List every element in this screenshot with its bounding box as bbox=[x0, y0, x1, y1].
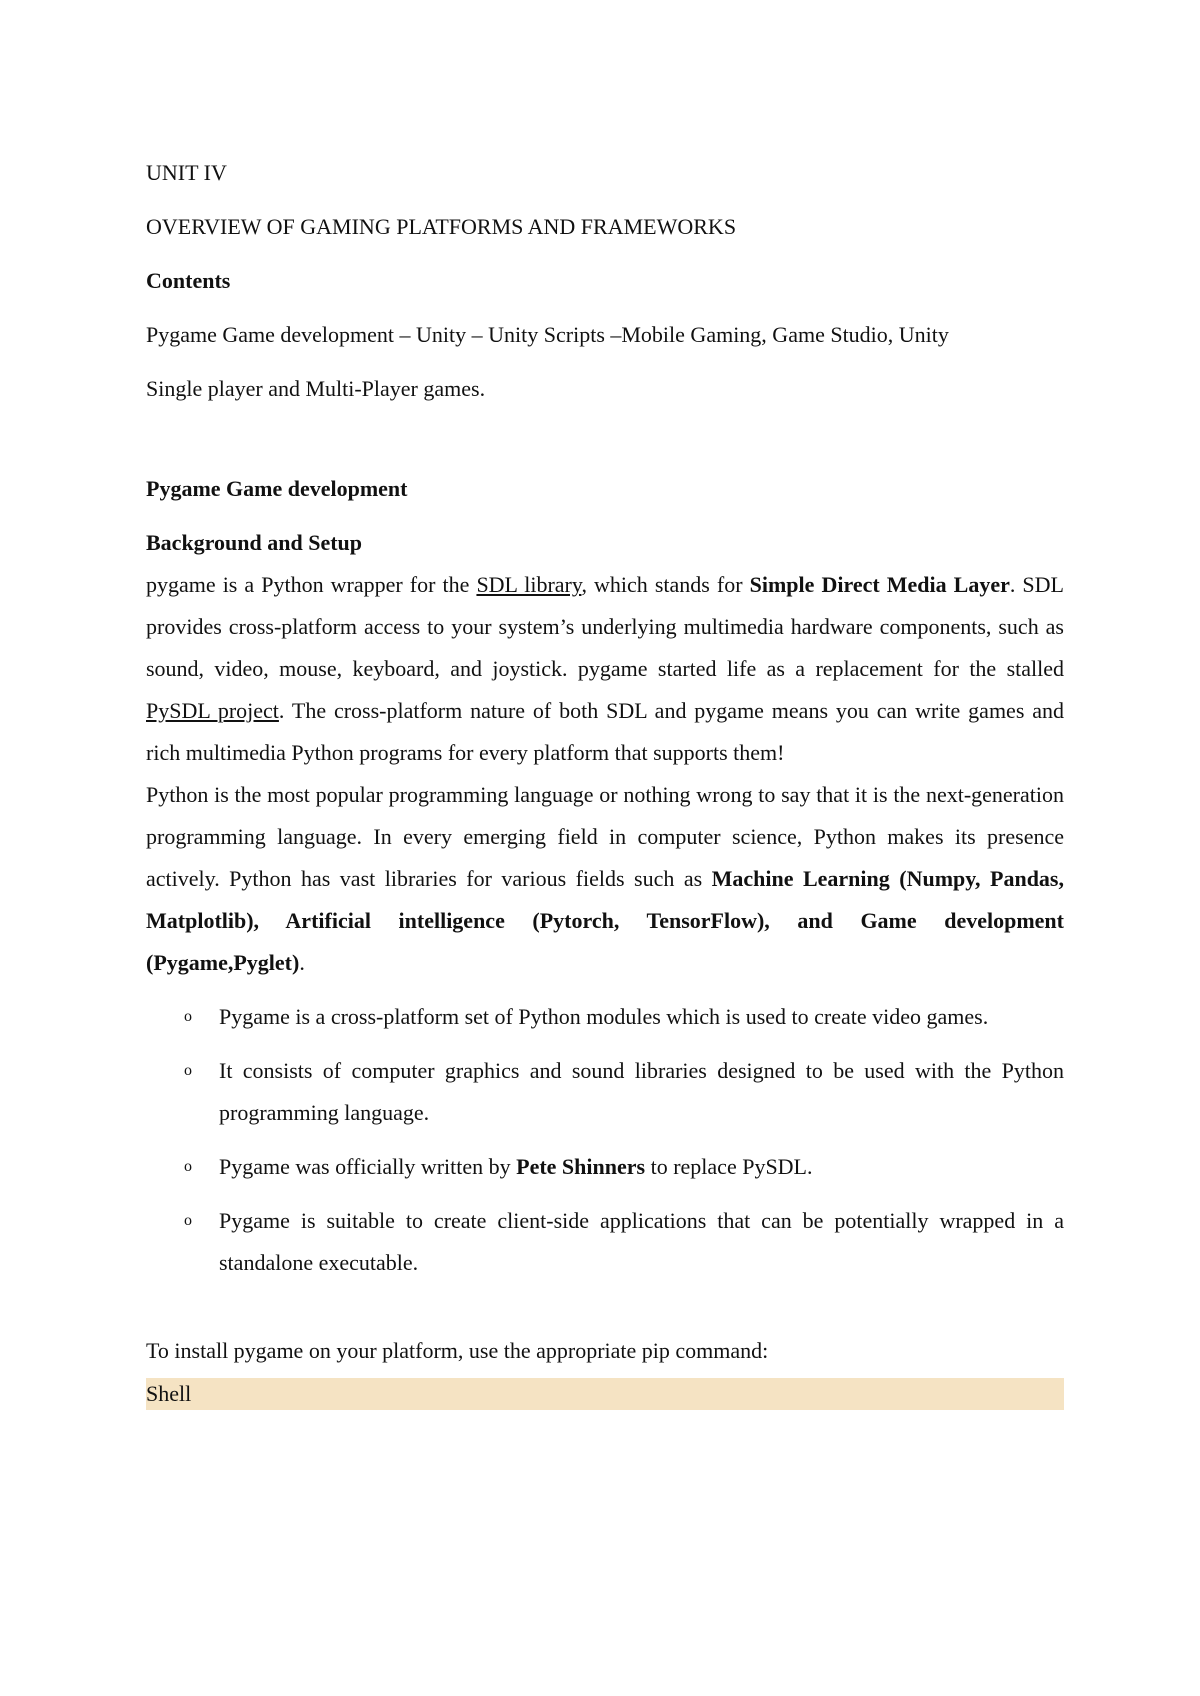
para1-text-3: . SDL provides cross-platform access to your system’s underlying multimedia hardware components, such as sound, video, mouse, keyboard, and joystick. pygame started life as a replacement for the stalled bbox=[146, 572, 1064, 681]
code-block-header bbox=[146, 1378, 1064, 1410]
document-page bbox=[146, 152, 1064, 1410]
list-item-text: Pygame is a cross-platform set of Python modules which is used to create video games. bbox=[219, 1004, 989, 1029]
para1-text-4: . The cross-platform nature of both SDL and pygame means you can write games and rich multimedia Python programs for every platform that supports them! bbox=[146, 698, 1064, 765]
list-item bbox=[146, 1200, 1064, 1284]
install-instruction: To install pygame on your platform, use the appropriate pip command: bbox=[146, 1338, 769, 1363]
contents-line-1: Pygame Game development – Unity – Unity Scripts –Mobile Gaming, Game Studio, Unity bbox=[146, 322, 949, 347]
bullet-marker: o bbox=[184, 1008, 192, 1025]
paragraph-python bbox=[146, 774, 1064, 984]
para1-text-1: pygame is a Python wrapper for the bbox=[146, 572, 477, 597]
bullet-marker: o bbox=[184, 1158, 192, 1175]
contents-line-2: Single player and Multi-Player games. bbox=[146, 376, 486, 401]
subsection-heading: Background and Setup bbox=[146, 530, 363, 555]
bullet-marker: o bbox=[184, 1212, 192, 1229]
section-heading: Pygame Game development bbox=[146, 476, 408, 501]
document-title: OVERVIEW OF GAMING PLATFORMS AND FRAMEWORKS bbox=[146, 214, 737, 239]
para2-text-1: Python is the most popular programming language or nothing wrong to say that it is the next-generation programming language. In every emerging field in computer science, Python makes its presence actively. Python has vast libraries for various fields such as bbox=[146, 782, 1064, 891]
list-item bbox=[146, 1146, 1064, 1188]
list-item-text-post: to replace PySDL. bbox=[645, 1154, 813, 1179]
pysdl-project-link[interactable]: PySDL project bbox=[146, 698, 279, 723]
author-name: Pete Shinners bbox=[516, 1154, 646, 1179]
sdl-library-link[interactable]: SDL library bbox=[476, 572, 582, 597]
unit-label: UNIT IV bbox=[146, 160, 227, 185]
list-item bbox=[146, 996, 1064, 1038]
list-item-text-pre: Pygame was officially written by bbox=[219, 1154, 517, 1179]
paragraph-sdl bbox=[146, 564, 1064, 774]
list-item bbox=[146, 1050, 1064, 1134]
para1-bold-sdl: Simple Direct Media Layer bbox=[749, 572, 1010, 597]
para1-text-2: , which stands for bbox=[581, 572, 750, 597]
code-language-label: Shell bbox=[146, 1381, 192, 1406]
para2-text-2: . bbox=[299, 950, 305, 975]
contents-heading: Contents bbox=[146, 268, 231, 293]
list-item-text: It consists of computer graphics and sound libraries designed to be used with the Python programming language. bbox=[219, 1058, 1064, 1125]
para2-bold-libraries: Machine Learning (Numpy, Pandas, Matplotlib), Artificial intelligence (Pytorch, TensorFlow), and Game development (Pygame,Pyglet) bbox=[146, 866, 1064, 975]
bullet-marker: o bbox=[184, 1062, 192, 1079]
pygame-facts-list bbox=[146, 996, 1064, 1284]
list-item-text: Pygame is suitable to create client-side applications that can be potentially wrapped in a standalone executable. bbox=[219, 1208, 1064, 1275]
